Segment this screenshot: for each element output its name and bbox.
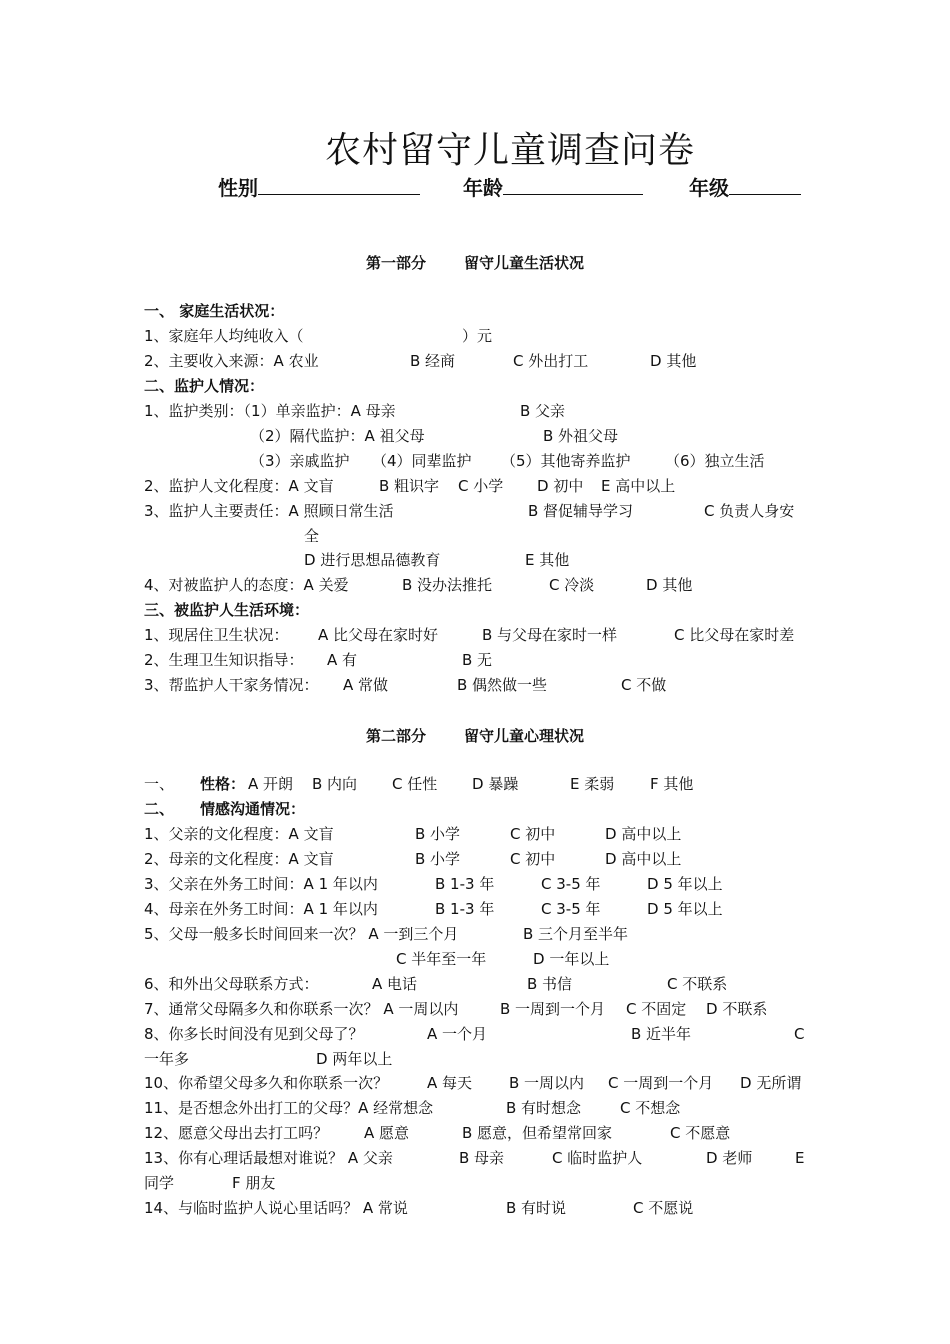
question-text: 6、和外出父母联系方式：: [144, 975, 319, 993]
question-text: 4、母亲在外务工时间：A 1 年以内: [144, 900, 378, 918]
option-b[interactable]: B 无: [462, 651, 493, 669]
question-text: 1、父亲的文化程度：A 文盲: [144, 825, 334, 843]
question-text: 5、父母一般多长时间回来一次？ A 一到三个月: [144, 925, 459, 943]
question-desired-contact: [144, 1073, 802, 1093]
option-d[interactable]: D 暴躁: [472, 775, 519, 793]
option-b[interactable]: B 三个月至半年: [523, 925, 629, 943]
question-housework: [144, 675, 667, 695]
question-hygiene: [144, 625, 795, 645]
question-personality: [144, 774, 694, 794]
question-mother-work-time: [144, 899, 723, 919]
question-text: 1、家庭年人均纯收入（: [144, 327, 304, 345]
question-guardian-attitude: [144, 575, 693, 595]
section-number: 二、: [144, 800, 175, 818]
option-c[interactable]: C 临时监护人: [552, 1149, 643, 1167]
option-d[interactable]: D 初中: [537, 477, 584, 495]
option-d[interactable]: D 不联系: [706, 1000, 768, 1018]
question-father-work-time: [144, 874, 723, 894]
grade-blank[interactable]: [729, 172, 801, 195]
option-b[interactable]: B 有时想念: [506, 1099, 582, 1117]
question-guardian-type: [144, 401, 566, 421]
question-mother-education: [144, 849, 682, 869]
part1-heading: [0, 252, 950, 273]
option-b[interactable]: B 小学: [415, 850, 461, 868]
age-blank[interactable]: [503, 172, 643, 195]
option-b[interactable]: B 1-3 年: [435, 900, 495, 918]
question-text: 8、你多长时间没有见到父母了？: [144, 1025, 364, 1043]
question-miss-parents: [144, 1098, 681, 1118]
question-father-education: [144, 824, 682, 844]
part2-subtitle: 留守儿童心理状况: [464, 727, 585, 745]
option-a[interactable]: A 有: [327, 651, 358, 669]
income-unit: ）元: [462, 327, 493, 345]
option-b[interactable]: B 内向: [312, 775, 358, 793]
option-c[interactable]: C 不愿说: [633, 1199, 694, 1217]
question-text: 2、母亲的文化程度：A 文盲: [144, 850, 334, 868]
option-b[interactable]: B 与父母在家时一样: [482, 626, 618, 644]
option-c[interactable]: C 任性: [392, 775, 438, 793]
question-health-guidance: [144, 650, 493, 670]
question-text: 2、生理卫生知识指导：: [144, 651, 304, 669]
option-b[interactable]: B 愿意，但希望常回家: [462, 1124, 613, 1142]
question-text: 14、与临时监护人说心里话吗？ A 常说: [144, 1199, 408, 1217]
question-text: 7、通常父母隔多久和你联系一次？ A 一周以内: [144, 1000, 459, 1018]
option-c-wrap: 一年多: [144, 1050, 190, 1068]
option-group-3[interactable]: （3）亲戚监护: [250, 452, 350, 470]
section-heading: [144, 376, 264, 396]
option-e[interactable]: E: [795, 1149, 805, 1167]
option-e[interactable]: E 其他: [525, 551, 570, 569]
option-f[interactable]: F 朋友: [232, 1174, 276, 1192]
option-e[interactable]: E 柔弱: [570, 775, 615, 793]
gender-field[interactable]: [218, 172, 420, 201]
question-contact-frequency: [144, 999, 768, 1019]
question-text: 3、父亲在外务工时间：A 1 年以内: [144, 875, 378, 893]
option-d[interactable]: D 无所谓: [740, 1074, 802, 1092]
option-e[interactable]: E 高中以上: [601, 477, 676, 495]
heading-text: 三、被监护人生活环境：: [144, 601, 310, 619]
question-confide-cont: [144, 1173, 276, 1193]
question-contact-method: [144, 974, 728, 994]
question-income-source: [144, 351, 697, 371]
option-c[interactable]: C 小学: [458, 477, 504, 495]
option-c[interactable]: C 3-5 年: [541, 900, 601, 918]
option-c[interactable]: C 不固定: [626, 1000, 687, 1018]
option-b[interactable]: B 近半年: [631, 1025, 692, 1043]
question-text: 12、愿意父母出去打工吗？: [144, 1124, 329, 1142]
option-b[interactable]: B 经商: [410, 352, 456, 370]
option-a[interactable]: A 开朗: [248, 775, 294, 793]
option-c[interactable]: C 不联系: [667, 975, 728, 993]
question-parents-work-away: [144, 1123, 731, 1143]
option-a[interactable]: A 常做: [343, 676, 389, 694]
question-text: 10、你希望父母多久和你联系一次？: [144, 1074, 389, 1092]
gender-label: 性别: [218, 176, 258, 200]
option-a[interactable]: A 愿意: [364, 1124, 410, 1142]
option-c-wrap: 全: [304, 527, 320, 545]
question-guardian-education: [144, 476, 676, 496]
option-b[interactable]: B 小学: [415, 825, 461, 843]
option-b[interactable]: B 书信: [527, 975, 573, 993]
question-text: 1、现居住卫生状况：: [144, 626, 289, 644]
part2-title: 第二部分: [365, 727, 426, 745]
question-last-seen-cont: [144, 1049, 393, 1069]
question-last-seen: [144, 1024, 805, 1044]
option-d[interactable]: D 5 年以上: [647, 875, 723, 893]
option-group-4[interactable]: （4）同辈监护: [372, 452, 472, 470]
option-d[interactable]: D 高中以上: [605, 850, 682, 868]
option-b[interactable]: B 粗识字: [379, 477, 440, 495]
option-b[interactable]: B 督促辅导学习: [528, 502, 634, 520]
option-d[interactable]: D 两年以上: [316, 1050, 393, 1068]
question-confide: [144, 1148, 805, 1168]
grade-field[interactable]: [689, 172, 801, 201]
heading-text: 情感沟通情况：: [200, 800, 306, 818]
question-return-frequency: [144, 924, 629, 944]
part1-title: 第一部分: [365, 254, 426, 272]
question-talk-guardian: [144, 1198, 694, 1218]
option-f[interactable]: F 其他: [650, 775, 694, 793]
question-text: 2、监护人文化程度：A 文盲: [144, 477, 334, 495]
part2-heading: [0, 725, 950, 746]
age-label: 年龄: [463, 176, 503, 200]
page-title: 农村留守儿童调查问卷: [324, 130, 695, 171]
option-d[interactable]: D 高中以上: [605, 825, 682, 843]
option-c[interactable]: C 不做: [621, 676, 667, 694]
question-text: 性格：: [200, 775, 246, 793]
option-group-2[interactable]: （2）隔代监护：A 祖父母: [250, 427, 425, 445]
question-guardian-duty: [144, 501, 795, 521]
option-d[interactable]: D 老师: [706, 1149, 753, 1167]
option-c[interactable]: C 不想念: [620, 1099, 681, 1117]
option-b[interactable]: B 外祖父母: [543, 427, 619, 445]
age-field[interactable]: [463, 172, 643, 201]
option-c[interactable]: C: [794, 1025, 805, 1043]
option-d[interactable]: D 进行思想品德教育: [304, 551, 441, 569]
option-a[interactable]: A 比父母在家时好: [318, 626, 439, 644]
option-b[interactable]: B 没办法推托: [402, 576, 493, 594]
option-b[interactable]: B 父亲: [520, 402, 566, 420]
heading-text: 一、 家庭生活状况：: [144, 302, 285, 320]
option-c[interactable]: C 初中: [510, 825, 556, 843]
option-b[interactable]: B 母亲: [459, 1149, 505, 1167]
option-d[interactable]: D 5 年以上: [647, 900, 723, 918]
option-c[interactable]: C 初中: [510, 850, 556, 868]
option-group-5[interactable]: （5）其他寄养监护: [501, 452, 631, 470]
option-b[interactable]: B 一周以内: [509, 1074, 585, 1092]
question-text: 2、主要收入来源：A 农业: [144, 352, 319, 370]
option-a[interactable]: A 一个月: [427, 1025, 488, 1043]
grade-label: 年级: [689, 176, 729, 200]
option-a[interactable]: A 电话: [372, 975, 418, 993]
section-number: 一、: [144, 775, 175, 793]
option-c[interactable]: C 外出打工: [513, 352, 589, 370]
option-d[interactable]: D 其他: [650, 352, 697, 370]
question-text: 11、是否想念外出打工的父母？A 经常想念: [144, 1099, 434, 1117]
option-c[interactable]: C 3-5 年: [541, 875, 601, 893]
option-b[interactable]: B 一周到一个月: [500, 1000, 606, 1018]
option-c[interactable]: C 冷淡: [549, 576, 595, 594]
option-c[interactable]: C 不愿意: [670, 1124, 731, 1142]
section-heading: [144, 799, 306, 819]
option-c[interactable]: C 负责人身安: [704, 502, 795, 520]
option-b[interactable]: B 1-3 年: [435, 875, 495, 893]
question-income: [144, 326, 493, 346]
question-text: 13、你有心理话最想对谁说？ A 父亲: [144, 1149, 393, 1167]
heading-text: 二、监护人情况：: [144, 377, 265, 395]
option-d[interactable]: D 其他: [646, 576, 693, 594]
option-c[interactable]: C 半年至一年: [396, 950, 487, 968]
option-group-6[interactable]: （6）独立生活: [665, 452, 765, 470]
question-text: 3、帮监护人干家务情况：: [144, 676, 319, 694]
part1-subtitle: 留守儿童生活状况: [464, 254, 585, 272]
option-a[interactable]: A 每天: [427, 1074, 473, 1092]
option-d[interactable]: D 一年以上: [533, 950, 610, 968]
question-text: 3、监护人主要责任：A 照顾日常生活: [144, 502, 394, 520]
option-b[interactable]: B 有时说: [506, 1199, 567, 1217]
section-heading: [144, 301, 284, 321]
option-c[interactable]: C 比父母在家时差: [674, 626, 795, 644]
question-text: 4、对被监护人的态度：A 关爱: [144, 576, 349, 594]
gender-blank[interactable]: [258, 172, 420, 195]
question-text: 1、监护类别：（1）单亲监护：A 母亲: [144, 402, 396, 420]
option-b[interactable]: B 偶然做一些: [457, 676, 548, 694]
option-c[interactable]: C 一周到一个月: [608, 1074, 714, 1092]
option-e-wrap: 同学: [144, 1174, 175, 1192]
section-heading: [144, 600, 309, 620]
